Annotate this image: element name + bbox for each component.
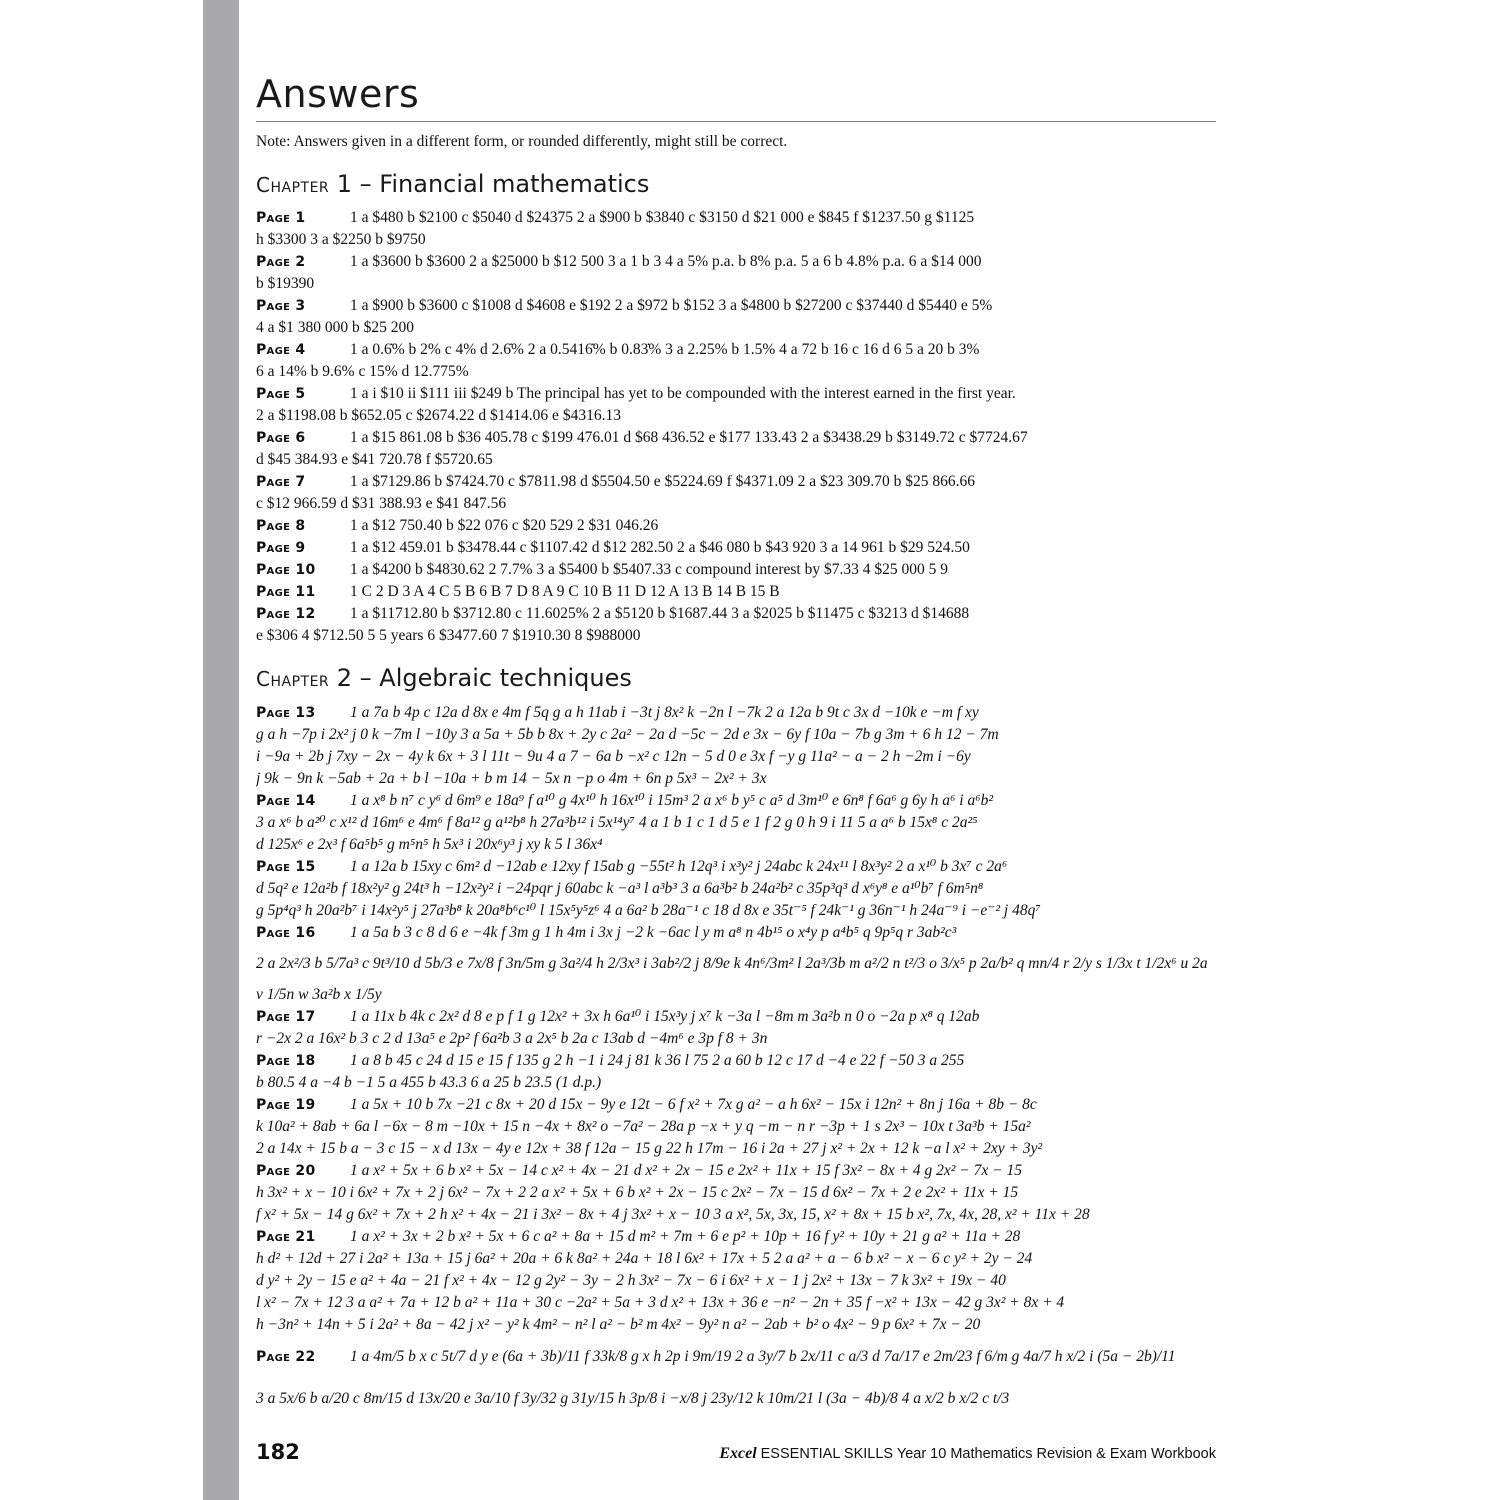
- answer-text: b $19390: [256, 275, 315, 292]
- page-footer: [256, 1440, 1216, 1470]
- answer-text: d y² + 2y − 15 e a² + 4a − 21 f x² + 4x − 12 g 2y² − 3y − 2 h 3x² − 7x − 6 i 6x² + x − 1 j 2x² + 13x − 7 k 3x² + 19x − 40: [256, 1272, 1006, 1289]
- answer-line: [256, 207, 1216, 229]
- answer-text: 1 a 12a b 15xy c 6m² d −12ab e 12xy f 15ab g −55t² h 12q³ i x³y² j 24abc k 24x¹¹ l 8x³y² 2 a x¹⁰ b 3x⁷ c 2a⁶: [350, 858, 1008, 875]
- answer-text: d 5q² e 12a²b f 18x²y² g 24t³ h −12x²y² i −24pqr j 60abc k −a³ l a³b³ 3 a 6a³b² b 24a²b² c 35p³q³ d x⁶y⁸ e a¹⁰b⁷ f 6m⁵n⁸: [256, 880, 984, 897]
- answer-line: [256, 768, 1216, 790]
- answer-text: 1 a $3600 b $3600 2 a $25000 b $12 500 3 a 1 b 3 4 a 5% p.a. b 8% p.a. 5 a 6 b 4.8% p.a. 6 a $14 000: [350, 253, 982, 270]
- page-label: Page 14: [256, 793, 316, 809]
- answer-text: h d² + 12d + 27 i 2a² + 13a + 15 j 6a² + 20a + 6 k 8a² + 24a + 18 l 6x² + 17x + 5 2 a a² + a − 6 b x² − x − 6 c y² + 2y − 24: [256, 1250, 1033, 1267]
- answer-line: [256, 1204, 1216, 1226]
- answer-text: 1 a 0.6̇% b 2% c 4% d 2.6̇% 2 a 0.5416̇% b 0.83̇% 3 a 2.25% b 1.5% 4 a 72 b 16 c 16 d 6 5 a 20 b 3%: [350, 341, 980, 358]
- answer-line: [256, 900, 1216, 922]
- brand-name: Excel: [719, 1445, 757, 1462]
- answer-line: [256, 625, 1216, 647]
- answer-line: [256, 790, 1216, 812]
- answer-text: l x² − 7x + 12 3 a a² + 7a + 12 b a² + 11a + 30 c −2a² + 5a + 3 d x² + 13x + 36 e −n² − 2n + 35 f −x² + 13x − 42 g 3x² + 8x + 4: [256, 1294, 1065, 1311]
- answer-line: [256, 812, 1216, 834]
- answer-text: 1 a $4200 b $4830.62 2 7.7% 3 a $5400 b $5407.33 c compound interest by $7.33 4 $25 000 5 9: [350, 561, 948, 578]
- answer-text: k 10a² + 8ab + 6a l −6x − 8 m −10x + 15 n −4x + 8x² o −7a² − 28a p −x + y q −m − n r −3p + 1 s 2x³ − 10x t 3a³b + 15a²: [256, 1118, 1031, 1135]
- page-label: Page 4: [256, 342, 306, 358]
- answer-text: 1 a $15 861.08 b $36 405.78 c $199 476.01 d $68 436.52 e $177 133.43 2 a $3438.29 b $3149.72 c $7724.67: [350, 429, 1028, 446]
- answer-line: [256, 559, 1216, 581]
- page-label: Page 6: [256, 430, 306, 446]
- answer-text: 4 a $1 380 000 b $25 200: [256, 319, 415, 336]
- answer-line: [256, 1006, 1216, 1028]
- answer-line: [256, 1270, 1216, 1292]
- answer-line: [256, 1028, 1216, 1050]
- answer-text: 1 a x⁸ b n⁷ c y⁶ d 6m⁹ e 18a⁹ f a¹⁰ g 4x¹⁰ h 16x¹⁰ i 15m³ 2 a x⁶ b y⁵ c a⁵ d 3m¹⁰ e 6n⁸ f 6a⁶ g 6y h a⁶ i a⁶b²: [350, 792, 994, 809]
- answer-text: j 9k − 9n k −5ab + 2a + b l −10a + b m 14 − 5x n −p o 4m + 6n p 5x³ − 2x² + 3x: [256, 770, 767, 787]
- answer-line: [256, 515, 1216, 537]
- answer-line: [256, 1116, 1216, 1138]
- page-label: Page 18: [256, 1053, 316, 1069]
- page-label: Page 10: [256, 562, 316, 578]
- answer-line: [256, 229, 1216, 251]
- answer-text: 1 a 5a b 3 c 8 d 6 e −4k f 3m g 1 h 4m i 3x j −2 k −6ac l y m a⁸ n 4b¹⁵ o x⁴y p a⁴b⁵ q 9p⁵q r 3ab²c³: [350, 924, 957, 941]
- page-label: Page 16: [256, 925, 316, 941]
- answer-text: 2 a $1198.08 b $652.05 c $2674.22 d $1414.06 e $4316.13: [256, 407, 621, 424]
- answer-line: [256, 1050, 1216, 1072]
- page-label: Page 21: [256, 1229, 316, 1245]
- answer-line: [256, 603, 1216, 625]
- answer-line: [256, 581, 1216, 603]
- answer-text: 1 a 11x b 4k c 2x² d 8 e p f 1 g 12x² + 3x h 6a¹⁰ i 15x³y j x⁷ k −3a l −8m m 3a²b n 0 o −2a p x⁸ q 12ab: [350, 1008, 980, 1025]
- answer-text: 2 a 2x²/3 b 5/7a³ c 9t³/10 d 5b/3 e 7x/8 f 3n/5m g 3a²/4 h 2/3x³ i 3ab²/2 j 8/9e k 4n⁶/3m² l 2a³/3b m a²/2 n t²/3 o 3/x⁵ p 2a/b² q mn/4 r 2/y s 1/3x t 1/2x⁶ u 2a: [256, 955, 1208, 972]
- answer-text: 1 a x² + 3x + 2 b x² + 5x + 6 c a² + 8a + 15 d m² + 7m + 6 e p² + 10p + 16 f y² + 10y + 21 g a² + 11a + 28: [350, 1228, 1021, 1245]
- page-label: Page 13: [256, 705, 316, 721]
- answer-line: [256, 1336, 1216, 1378]
- answer-text: 1 a $900 b $3600 c $1008 d $4608 e $192 2 a $972 b $152 3 a $4800 b $27200 c $37440 d $5440 e 5%: [350, 297, 993, 314]
- page-label: Page 19: [256, 1097, 316, 1113]
- answer-line: [256, 1182, 1216, 1204]
- answer-line: [256, 1248, 1216, 1270]
- page-label: Page 17: [256, 1009, 316, 1025]
- answer-text: 1 a 8 b 45 c 24 d 15 e 15 f 135 g 2 h −1 i 24 j 81 k 36 l 75 2 a 60 b 12 c 17 d −4 e 22 f −50 3 a 255: [350, 1052, 965, 1069]
- answer-text: 3 a 5x/6 b a/20 c 8m/15 d 13x/20 e 3a/10 f 3y/32 g 31y/15 h 3p/8 i −x/8 j 23y/12 k 10m/21 l (3a − 4b)/8 4 a x/2 b x/2 c t/3: [256, 1390, 1010, 1407]
- answer-text: 2 a 14x + 15 b a − 3 c 15 − x d 13x − 4y e 12x + 38 f 12a − 15 g 22 h 17m − 16 i 2a + 27 j x² + 2x + 12 k −a l x² + 2xy + 3y²: [256, 1140, 1043, 1157]
- answer-text: g 5p⁴q³ h 20a²b⁷ i 14x²y⁵ j 27a³b⁸ k 20a⁸b⁶c¹⁰ l 15x⁵y⁵z⁶ 4 a 6a² b 28a⁻¹ c 18 d 8x e 35t⁻⁵ f 24k⁻¹ g 36n⁻¹ h 24a⁻⁹ i −e⁻² j 48q⁷: [256, 902, 1041, 919]
- answer-text: 1 a 7a b 4p c 12a d 8x e 4m f 5q g a h 11ab i −3t j 8x² k −2n l −7k 2 a 12a b 9t c 3x d −10k e −m f xy: [350, 704, 979, 721]
- chapter-2-title: 2 – Algebraic techniques: [336, 664, 632, 692]
- answer-text: 1 C 2 D 3 A 4 C 5 B 6 B 7 D 8 A 9 C 10 B 11 D 12 A 13 B 14 B 15 B: [350, 583, 780, 600]
- answer-text: 1 a $480 b $2100 c $5040 d $24375 2 a $900 b $3840 c $3150 d $21 000 e $845 f $1237.50 g $1125: [350, 209, 975, 226]
- chapter-1-answers: [256, 207, 1216, 647]
- page-label: Page 20: [256, 1163, 316, 1179]
- answer-line: [256, 361, 1216, 383]
- chapter-word: Chapter: [256, 173, 330, 197]
- page-label: Page 11: [256, 584, 316, 600]
- book-title-text: ESSENTIAL SKILLS Year 10 Mathematics Revision & Exam Workbook: [760, 1446, 1216, 1462]
- answer-text: 1 a $7129.86 b $7424.70 c $7811.98 d $5504.50 e $5224.69 f $4371.09 2 a $23 309.70 b $25 866.66: [350, 473, 975, 490]
- chapter-2-answers: [256, 702, 1216, 1420]
- answer-text: 1 a $12 750.40 b $22 076 c $20 529 2 $31 046.26: [350, 517, 659, 534]
- page-number: 182: [256, 1440, 300, 1464]
- answer-text: b 80.5 4 a −4 b −1 5 a 455 b 43.3 6 a 25 b 23.5 (1 d.p.): [256, 1074, 602, 1091]
- answer-line: [256, 427, 1216, 449]
- answer-text: r −2x 2 a 16x² b 3 c 2 d 13a⁵ e 2p² f 6a²b 3 a 2x⁵ b 2a c 13ab d −4m⁶ e 3p f 8 + 3n: [256, 1030, 768, 1047]
- answer-text: e $306 4 $712.50 5 5 years 6 $3477.60 7 $1910.30 8 $988000: [256, 627, 641, 644]
- answer-line: [256, 383, 1216, 405]
- book-title: [719, 1445, 1216, 1463]
- title-rule: [256, 121, 1216, 122]
- answer-text: f x² + 5x − 14 g 6x² + 7x + 2 h x² + 4x − 21 i 3x² − 8x + 4 j 3x² + x − 10 3 a x², 5x, 3x, 15, x² + 8x + 15 b x², 7x, 4x, 28, x² + 11x + 28: [256, 1206, 1090, 1223]
- answer-line: [256, 295, 1216, 317]
- answer-line: [256, 537, 1216, 559]
- page-label: Page 15: [256, 859, 316, 875]
- answer-line: [256, 1138, 1216, 1160]
- answer-line: [256, 273, 1216, 295]
- answer-text: 1 a x² + 5x + 6 b x² + 5x − 14 c x² + 4x − 21 d x² + 2x − 15 e 2x² + 11x + 15 f 3x² − 8x + 4 g 2x² − 7x − 15: [350, 1162, 1022, 1179]
- page-label: Page 2: [256, 254, 306, 270]
- answer-text: 1 a 5x + 10 b 7x −21 c 8x + 20 d 15x − 9y e 12t − 6 f x² + 7x g a² − a h 6x² − 15x i 12n² + 8n j 16a + 8b − 8c: [350, 1096, 1037, 1113]
- answer-line: [256, 1378, 1216, 1420]
- answer-line: [256, 449, 1216, 471]
- answer-text: v 1/5n w 3a²b x 1/5y: [256, 986, 382, 1003]
- chapter-2-heading: [256, 664, 632, 692]
- answer-line: [256, 317, 1216, 339]
- chapter-word: Chapter: [256, 667, 330, 691]
- answers-note: Note: Answers given in a different form, or rounded differently, might still be correct.: [256, 133, 788, 150]
- answer-line: [256, 984, 1216, 1006]
- answer-text: d 125x⁶ e 2x³ f 6a⁵b⁵ g m⁵n⁵ h 5x³ i 20x⁶y³ j xy k 5 l 36x⁴: [256, 836, 603, 853]
- answer-line: [256, 1226, 1216, 1248]
- answer-text: g a h −7p i 2x² j 0 k −7m l −10y 3 a 5a + 5b b 8x + 2y c 2a² − 2a d −5c − 2d e 3x − 6y f 10a − 7b g 3m + 6 h 12 − 7m: [256, 726, 999, 743]
- answer-text: 3 a x⁶ b a²⁰ c x¹² d 16m⁶ e 4m⁶ f 8a¹² g a¹²b⁸ h 27a³b¹² i 5x¹⁴y⁷ 4 a 1 b 1 c 1 d 5 e 1 f 2 g 0 h 9 i 11 5 a a⁶ b 15x⁸ c 2a²⁵: [256, 814, 978, 831]
- answer-line: [256, 251, 1216, 273]
- answer-line: [256, 746, 1216, 768]
- page-label: Page 9: [256, 540, 306, 556]
- chapter-1-title: 1 – Financial mathematics: [336, 170, 650, 198]
- answer-text: 6 a 14% b 9.6% c 15% d 12.775%: [256, 363, 469, 380]
- page-label: Page 8: [256, 518, 306, 534]
- answer-line: [256, 724, 1216, 746]
- answer-text: 1 a $12 459.01 b $3478.44 c $1107.42 d $12 282.50 2 a $46 080 b $43 920 3 a 14 961 b $29 524.50: [350, 539, 970, 556]
- answer-line: [256, 405, 1216, 427]
- page-title: Answers: [256, 72, 420, 116]
- answer-text: 1 a 4m/5 b x c 5t/7 d y e (6a + 3b)/11 f 33k/8 g x h 2p i 9m/19 2 a 3y/7 b 2x/11 c a/3 d 7a/17 e 2m/23 f 6/m g 4a/7 h x/2 i (5a − 2b)/11: [350, 1348, 1176, 1365]
- page-label: Page 5: [256, 386, 306, 402]
- answer-line: [256, 922, 1216, 944]
- answer-text: d $45 384.93 e $41 720.78 f $5720.65: [256, 451, 493, 468]
- page-label: Page 12: [256, 606, 316, 622]
- page-label: Page 22: [256, 1349, 316, 1365]
- answer-line: [256, 1160, 1216, 1182]
- answer-text: 1 a i $10 ii $111 iii $249 b The principal has yet to be compounded with the interest earned in the first year.: [350, 385, 1016, 402]
- answer-line: [256, 1072, 1216, 1094]
- answer-text: c $12 966.59 d $31 388.93 e $41 847.56: [256, 495, 507, 512]
- answer-text: h $3300 3 a $2250 b $9750: [256, 231, 426, 248]
- page-label: Page 1: [256, 210, 306, 226]
- answer-line: [256, 493, 1216, 515]
- answer-line: [256, 834, 1216, 856]
- answers-page: [256, 0, 1216, 1500]
- page-label: Page 7: [256, 474, 306, 490]
- answer-line: [256, 856, 1216, 878]
- answer-text: 1 a $11712.80 b $3712.80 c 11.6025% 2 a $5120 b $1687.44 3 a $2025 b $11475 c $3213 d $14688: [350, 605, 970, 622]
- answer-line: [256, 339, 1216, 361]
- answer-text: i −9a + 2b j 7xy − 2x − 4y k 6x + 3 l 11t − 9u 4 a 7 − 6a b −x² c 12n − 5 d 0 e 3x f −y g 11a² − a − 2 h −2m i −6y: [256, 748, 971, 765]
- page-label: Page 3: [256, 298, 306, 314]
- answer-line: [256, 702, 1216, 724]
- answer-line: [256, 1094, 1216, 1116]
- answer-text: h −3n² + 14n + 5 i 2a² + 8a − 42 j x² − y² k 4m² − n² l a² − b² m 4x² − 9y² n a² − 2ab + b² o 4x² − 9 p 6x² + 7x − 20: [256, 1316, 981, 1333]
- answer-line: [256, 471, 1216, 493]
- answer-line: [256, 944, 1216, 984]
- answer-line: [256, 1314, 1216, 1336]
- book-spine-shade: [203, 0, 239, 1500]
- answer-line: [256, 878, 1216, 900]
- answer-line: [256, 1292, 1216, 1314]
- chapter-1-heading: [256, 170, 649, 198]
- answer-text: h 3x² + x − 10 i 6x² + 7x + 2 j 6x² − 7x + 2 2 a x² + 5x + 6 b x² + 2x − 15 c 2x² − 7x − 15 d 6x² − 7x + 2 e 2x² + 11x + 15: [256, 1184, 1019, 1201]
